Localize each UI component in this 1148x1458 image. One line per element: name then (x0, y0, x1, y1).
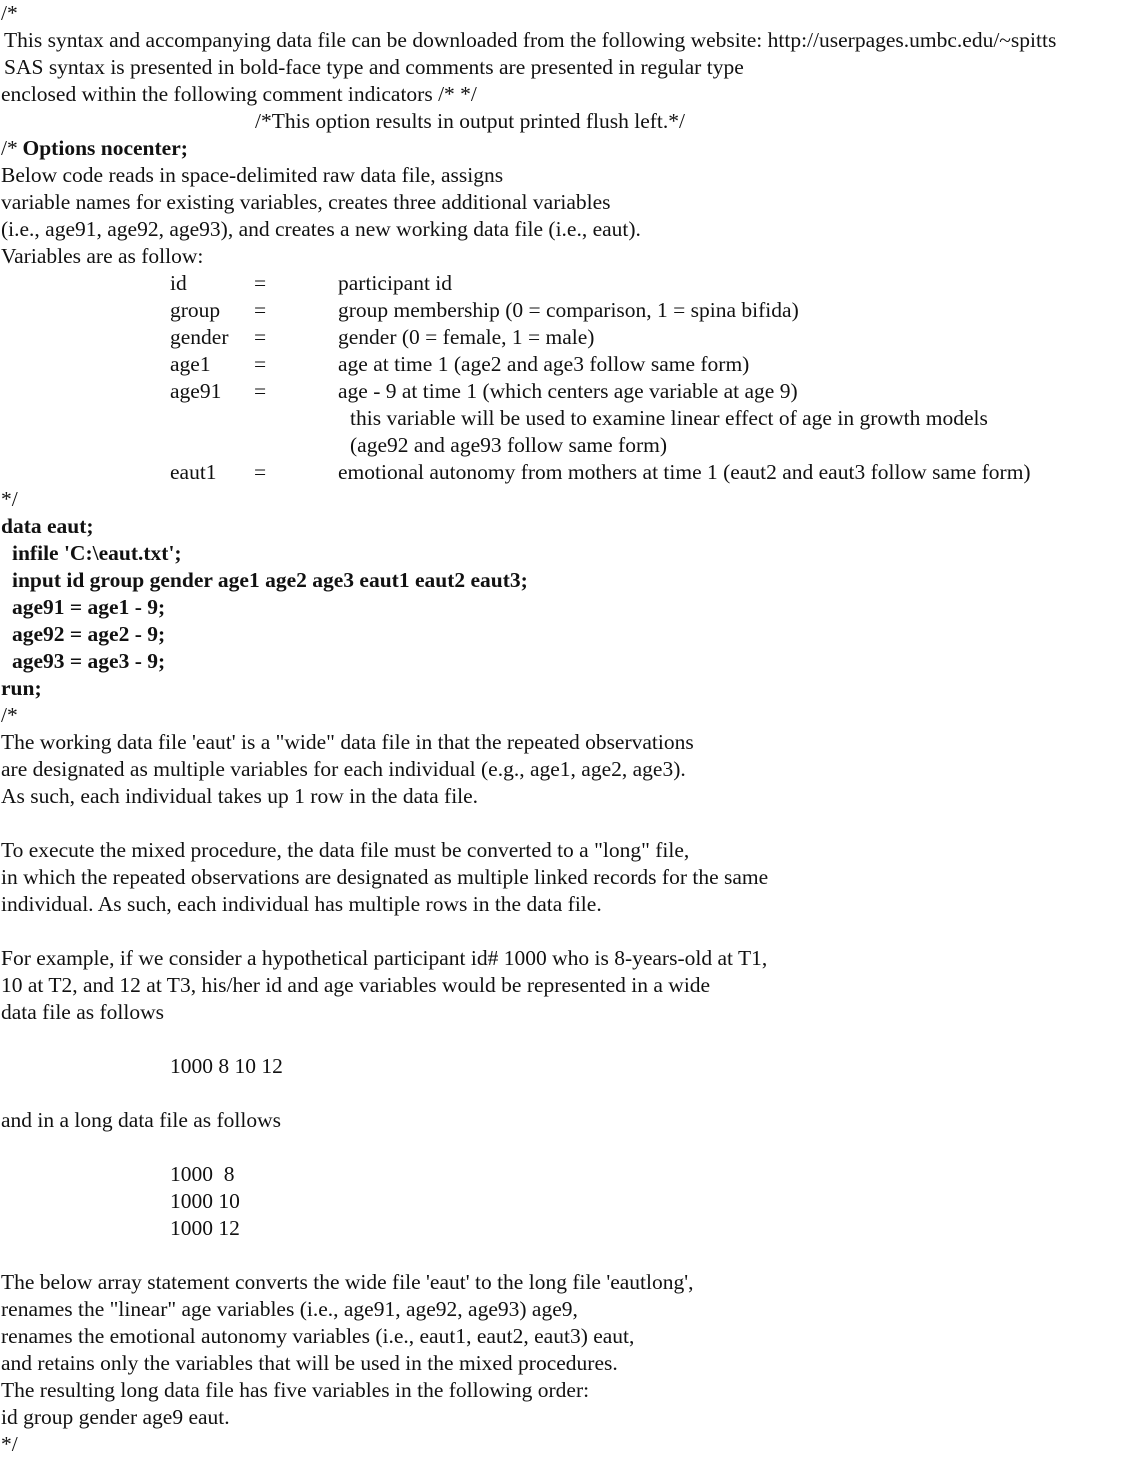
comment-close: */ (1, 487, 18, 511)
example-para-line-2: 10 at T2, and 12 at T3, his/her id and age variables would be represented in a wide (1, 973, 711, 997)
comment-open-3: /* (1, 703, 18, 727)
variable-name: age1 (170, 352, 211, 376)
code-age92-assignment: age92 = age2 - 9; (12, 622, 166, 646)
desc-line-1: Below code reads in space-delimited raw data file, assigns (1, 163, 504, 187)
code-input-statement: input id group gender age1 age2 age3 eaut1 eaut2 eaut3; (12, 568, 528, 592)
variable-description: age - 9 at time 1 (which centers age variable at age 9) (338, 379, 798, 403)
code-infile-statement: infile 'C:\eaut.txt'; (12, 541, 182, 565)
variable-equals: = (254, 271, 267, 295)
code-age93-assignment: age93 = age3 - 9; (12, 649, 166, 673)
options-comment: /*This option results in output printed flush left.*/ (255, 109, 685, 133)
options-code: Options nocenter; (22, 136, 188, 160)
variable-name: age91 (170, 379, 222, 403)
age91-note-1: this variable will be used to examine linear effect of age in growth models (350, 406, 988, 430)
comment-close-2: */ (1, 1432, 18, 1456)
array-para-line-2: renames the "linear" age variables (i.e., age91, age92, age93) age9, (1, 1297, 578, 1321)
long-example-intro: and in a long data file as follows (1, 1108, 282, 1132)
variable-description: participant id (338, 271, 453, 295)
array-para-line-5: The resulting long data file has five variables in the following order: (1, 1378, 590, 1402)
variable-description: age at time 1 (age2 and age3 follow same form) (338, 352, 750, 376)
variable-name: group (170, 298, 221, 322)
code-age91-assignment: age91 = age1 - 9; (12, 595, 166, 619)
code-data-statement: data eaut; (1, 514, 94, 538)
array-para-line-4: and retains only the variables that will be used in the mixed procedures. (1, 1351, 618, 1375)
long-para-line-1: To execute the mixed procedure, the data file must be converted to a "long" file, (1, 838, 690, 862)
variable-description: group membership (0 = comparison, 1 = spina bifida) (338, 298, 799, 322)
variable-name: gender (170, 325, 229, 349)
example-para-line-3: data file as follows (1, 1000, 164, 1024)
long-example-row: 1000 12 (170, 1216, 240, 1240)
variable-name: id (170, 271, 187, 295)
array-para-line-1: The below array statement converts the wide file 'eaut' to the long file 'eautlong', (1, 1270, 694, 1294)
options-line (1, 108, 801, 160)
long-para-line-3: individual. As such, each individual has multiple rows in the data file. (1, 892, 602, 916)
variable-equals: = (254, 298, 267, 322)
long-para-line-2: in which the repeated observations are designated as multiple linked records for the same (1, 865, 769, 889)
intro-line-2: SAS syntax is presented in bold-face type and comments are presented in regular type (4, 55, 744, 79)
variable-description: gender (0 = female, 1 = male) (338, 325, 595, 349)
wide-para-line-3: As such, each individual takes up 1 row in the data file. (1, 784, 479, 808)
variable-equals: = (254, 325, 267, 349)
example-para-line-1: For example, if we consider a hypothetical participant id# 1000 who is 8-years-old at T1, (1, 946, 768, 970)
variable-equals: = (254, 379, 267, 403)
desc-line-4: Variables are as follow: (1, 244, 204, 268)
desc-line-3: (i.e., age91, age92, age93), and creates a new working data file (i.e., eaut). (1, 217, 641, 241)
comment-open-2: /* (1, 136, 18, 160)
variable-equals: = (254, 352, 267, 376)
variable-equals: = (254, 460, 267, 484)
intro-line-3: enclosed within the following comment indicators /* */ (1, 82, 477, 106)
wide-example-row: 1000 8 10 12 (170, 1054, 283, 1078)
variable-description: emotional autonomy from mothers at time 1 (eaut2 and eaut3 follow same form) (338, 460, 1031, 484)
desc-line-2: variable names for existing variables, creates three additional variables (1, 190, 611, 214)
variable-name: eaut1 (170, 460, 217, 484)
long-example-row: 1000 8 (170, 1162, 235, 1186)
intro-line-1: This syntax and accompanying data file can be downloaded from the following website: http://userpages.umbc.edu/~spitts (4, 28, 1057, 52)
age91-note-2: (age92 and age93 follow same form) (350, 433, 668, 457)
code-run-statement: run; (1, 676, 42, 700)
array-para-line-3: renames the emotional autonomy variables (i.e., eaut1, eaut2, eaut3) eaut, (1, 1324, 635, 1348)
array-para-line-6: id group gender age9 eaut. (1, 1405, 230, 1429)
comment-open: /* (1, 1, 18, 25)
long-example-row: 1000 10 (170, 1189, 240, 1213)
wide-para-line-1: The working data file 'eaut' is a "wide" data file in that the repeated observations (1, 730, 694, 754)
wide-para-line-2: are designated as multiple variables for each individual (e.g., age1, age2, age3). (1, 757, 686, 781)
